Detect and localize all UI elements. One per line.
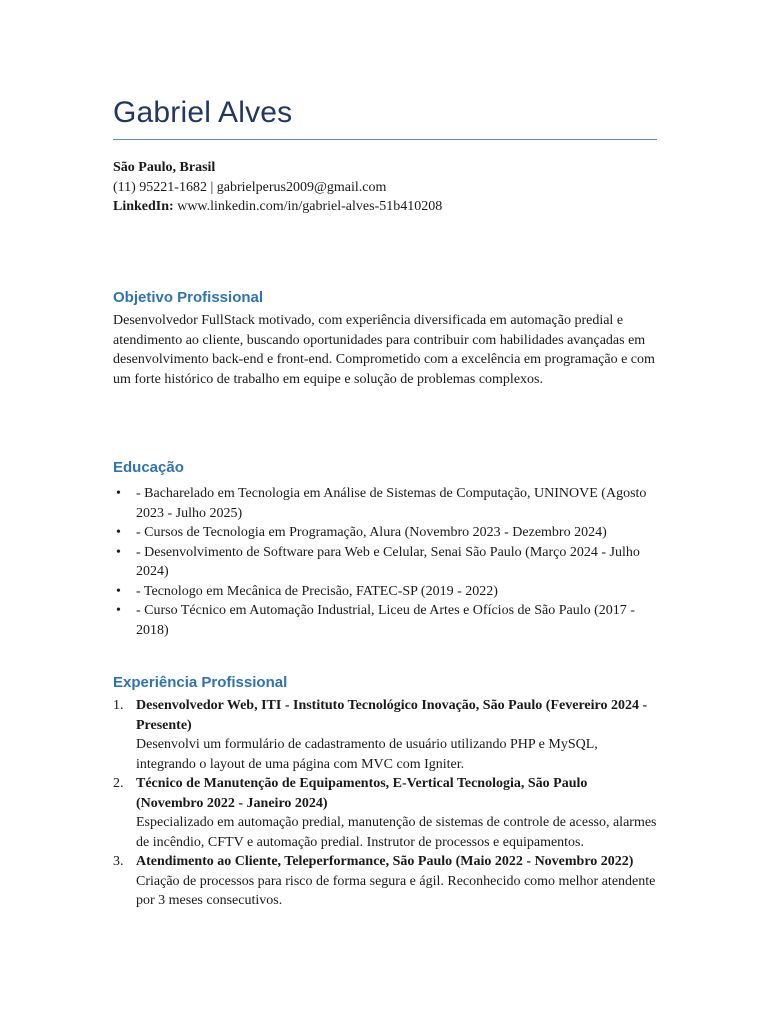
linkedin-url[interactable]: www.linkedin.com/in/gabriel-alves-51b410208 [177,199,443,214]
experience-heading: Atendimento ao Cliente, Teleperformance, São Paulo (Maio 2022 - Novembro 2022) [136,854,634,869]
education-item-text: - Cursos de Tecnologia em Programação, Alura (Novembro 2023 - Dezembro 2024) [136,525,607,540]
experience-description: Criação de processos para risco de forma segura e ágil. Reconhecido como melhor atendente por 3 meses consecutivos. [136,873,656,908]
experience-title: Experiência Profissional [113,674,288,691]
bullet-icon: • [116,583,121,599]
experience-number: 1. [113,698,124,713]
experience-description: Desenvolvi um formulário de cadastramento de usuário utilizando PHP e MySQL, integrando o layout de uma página com MVC com Igniter. [136,737,598,772]
experience-item [113,696,658,774]
education-item [113,582,658,602]
name-divider [113,139,657,140]
bullet-icon: • [116,544,121,560]
experience-list [113,696,658,911]
education-item-text: - Desenvolvimento de Software para Web e Celular, Senai São Paulo (Março 2024 - Julho 2024) [136,544,640,579]
objective-title: Objetivo Profissional [113,289,264,306]
education-item-text: - Curso Técnico em Automação Industrial, Liceu de Artes e Ofícios de São Paulo (2017 - 2018) [136,603,635,638]
contact-block [113,158,442,217]
education-item-text: - Tecnologo em Mecânica de Precisão, FATEC-SP (2019 - 2022) [136,583,498,599]
education-item [113,484,658,523]
experience-item [113,852,658,911]
location: São Paulo, Brasil [113,160,216,175]
experience-heading: Técnico de Manutenção de Equipamentos, E-Vertical Tecnologia, São Paulo (Novembro 2022 - Janeiro 2024) [136,776,588,811]
experience-heading: Desenvolvedor Web, ITI - Instituto Tecnológico Inovação, São Paulo (Fevereiro 2024 - Presente) [136,698,648,733]
bullet-icon: • [116,603,121,618]
education-item [113,543,658,582]
objective-text: Desenvolvedor FullStack motivado, com experiência diversificada em automação predial e atendimento ao cliente, buscando oportunidades para contribuir com habilidades avançadas em desenvolvimento back-end e front-end. Comprometido com a excelência em programação e com um forte histórico de trabalho em equipe e solução de problemas complexos. [113,313,655,387]
phone-email: (11) 95221-1682 | gabrielperus2009@gmail.com [113,179,387,195]
linkedin-label: LinkedIn: [113,199,174,214]
education-item-text: - Bacharelado em Tecnologia em Análise de Sistemas de Computação, UNINOVE (Agosto 2023 - Julho 2025) [136,486,647,521]
bullet-icon: • [116,486,121,501]
experience-description: Especializado em automação predial, manutenção de sistemas de controle de acesso, alarmes de incêndio, CFTV e automação predial. Instrutor de processos e equipamentos. [136,815,657,850]
experience-item [113,774,658,852]
candidate-name: Gabriel Alves [113,96,293,129]
bullet-icon: • [116,525,121,540]
experience-number: 2. [113,776,124,791]
education-item [113,601,658,640]
education-list [113,484,658,640]
education-item [113,523,658,543]
linkedin-line [113,197,442,217]
experience-number: 3. [113,854,124,869]
education-title: Educação [113,459,184,476]
